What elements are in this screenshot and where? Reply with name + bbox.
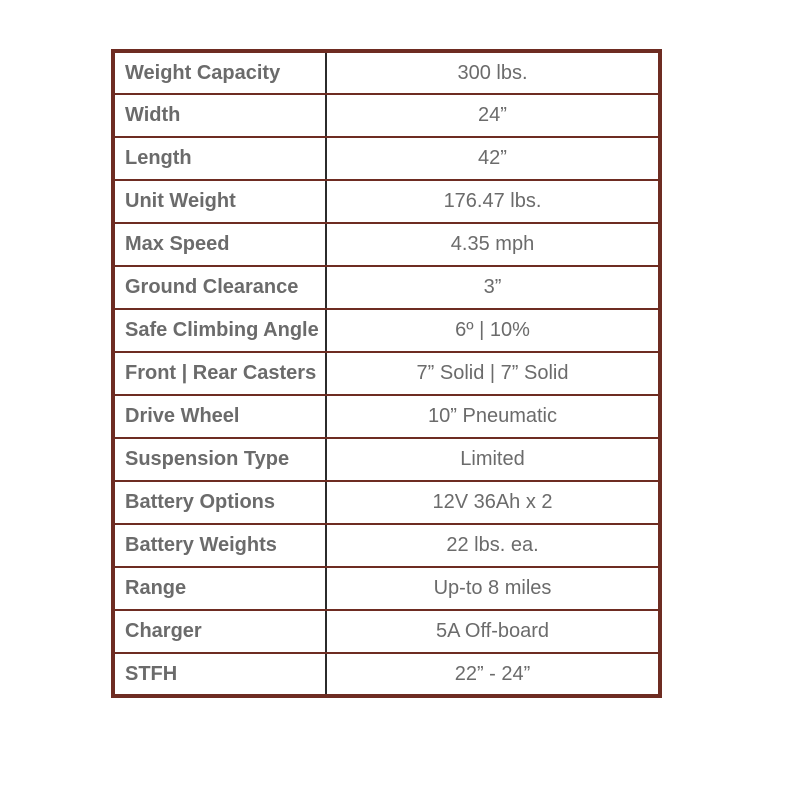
spec-row: [113, 352, 660, 395]
spec-label: Front | Rear Casters: [113, 352, 326, 395]
spec-row: [113, 309, 660, 352]
spec-row: [113, 481, 660, 524]
spec-row: [113, 567, 660, 610]
spec-value: Limited: [326, 438, 660, 481]
spec-label: Ground Clearance: [113, 266, 326, 309]
spec-value: 7” Solid | 7” Solid: [326, 352, 660, 395]
spec-label: Suspension Type: [113, 438, 326, 481]
spec-label: Weight Capacity: [113, 51, 326, 94]
spec-value: Up-to 8 miles: [326, 567, 660, 610]
spec-label: Battery Options: [113, 481, 326, 524]
spec-label: Range: [113, 567, 326, 610]
spec-row: [113, 438, 660, 481]
spec-label: Safe Climbing Angle: [113, 309, 326, 352]
spec-value: 5A Off-board: [326, 610, 660, 653]
spec-label: Unit Weight: [113, 180, 326, 223]
spec-value: 6º | 10%: [326, 309, 660, 352]
spec-row: [113, 51, 660, 94]
spec-value: 176.47 lbs.: [326, 180, 660, 223]
spec-label: Length: [113, 137, 326, 180]
spec-value: 10” Pneumatic: [326, 395, 660, 438]
spec-row: [113, 137, 660, 180]
spec-value: 3”: [326, 266, 660, 309]
spec-value: 22 lbs. ea.: [326, 524, 660, 567]
spec-row: [113, 266, 660, 309]
spec-value: 22” - 24”: [326, 653, 660, 696]
spec-label: Max Speed: [113, 223, 326, 266]
spec-value: 4.35 mph: [326, 223, 660, 266]
spec-table: [111, 49, 662, 698]
spec-label: Battery Weights: [113, 524, 326, 567]
spec-label: Charger: [113, 610, 326, 653]
spec-row: [113, 610, 660, 653]
spec-value: 24”: [326, 94, 660, 137]
spec-row: [113, 395, 660, 438]
spec-row: [113, 94, 660, 137]
spec-label: STFH: [113, 653, 326, 696]
spec-row: [113, 180, 660, 223]
spec-label: Width: [113, 94, 326, 137]
spec-value: 42”: [326, 137, 660, 180]
spec-value: 300 lbs.: [326, 51, 660, 94]
spec-row: [113, 653, 660, 696]
spec-row: [113, 223, 660, 266]
spec-value: 12V 36Ah x 2: [326, 481, 660, 524]
spec-label: Drive Wheel: [113, 395, 326, 438]
spec-row: [113, 524, 660, 567]
